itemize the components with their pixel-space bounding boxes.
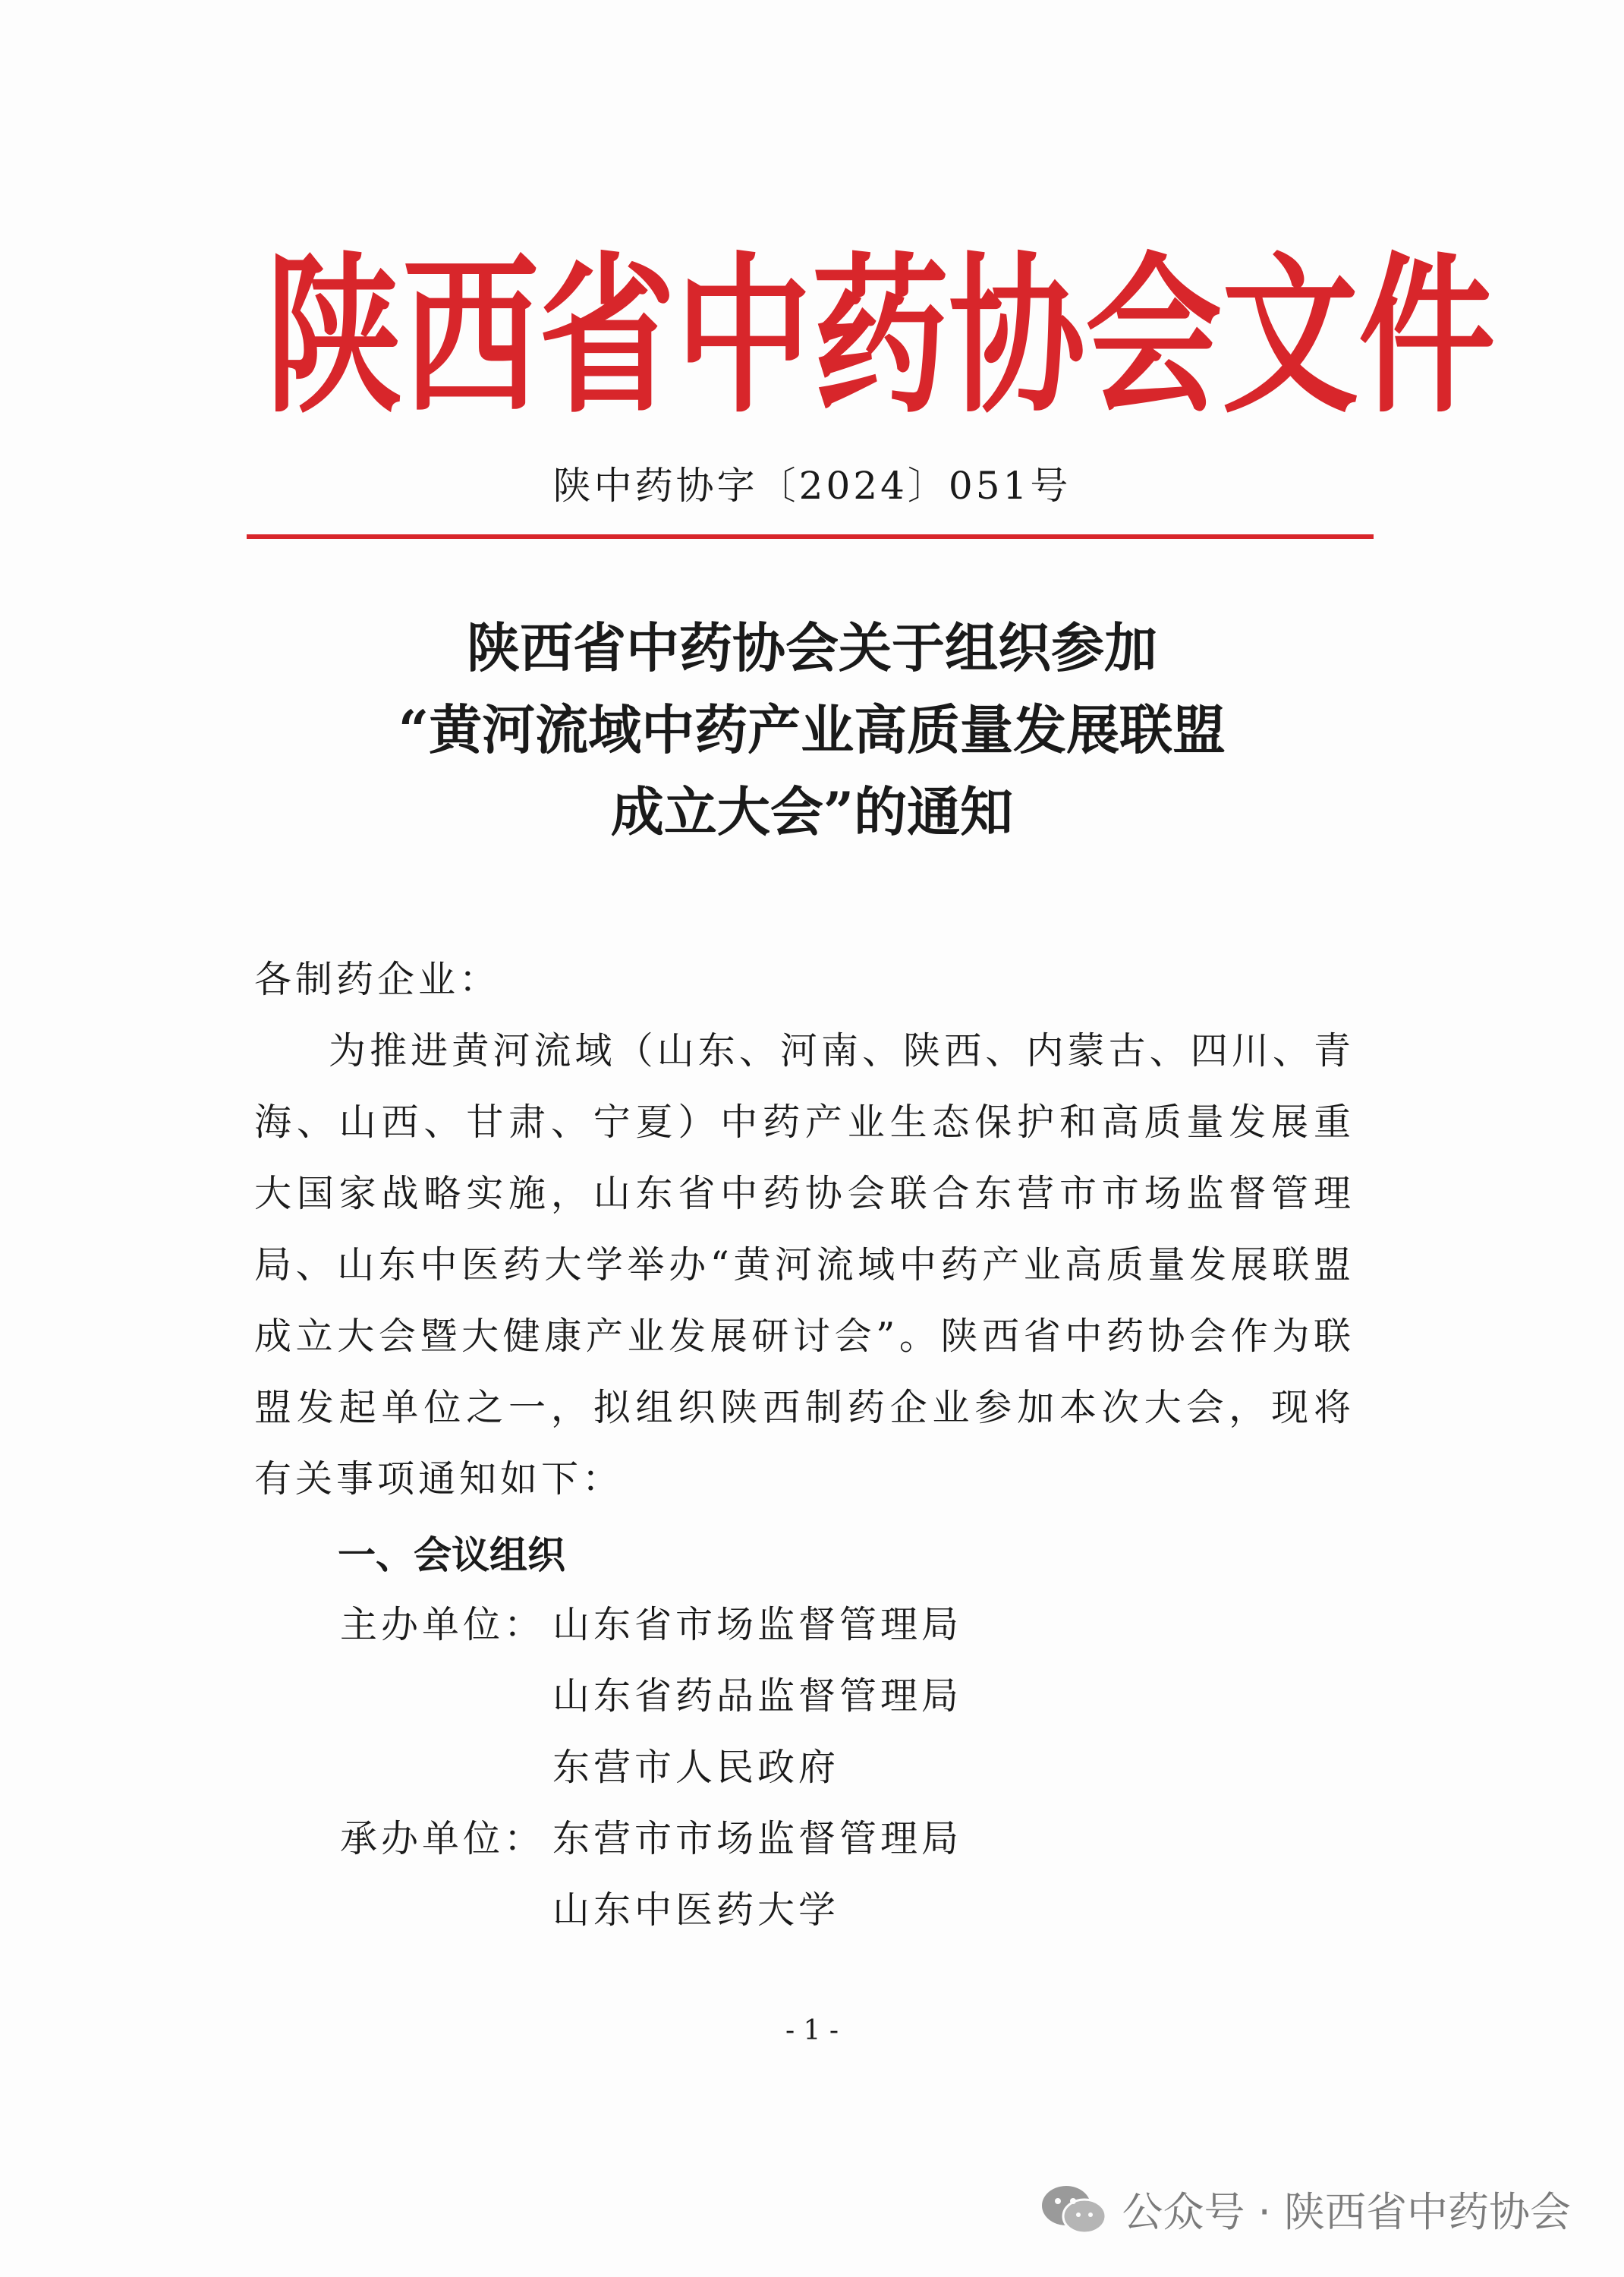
header-char: 件 — [1358, 238, 1496, 436]
notice-title — [0, 607, 1624, 853]
header-char: 陕 — [266, 238, 403, 436]
body-paragraph: 为推进黄河流域（山东、河南、陕西、内蒙古、四川、青海、山西、甘肃、宁夏）中药产业生态保护和高质量发展重大国家战略实施，山东省中药协会联合东营市市场监督管理局、山东中医药大学举办“黄河流域中药产业高质量发展联盟成立大会暨大健康产业发展研讨会”。陕西省中药协会作为联盟发起单位之一，拟组织陕西制药企业参加本次大会，现将有关事项通知如下： — [254, 1029, 1355, 1501]
notice-title-line: 陕西省中药协会关于组织参加 — [467, 616, 1157, 679]
notice-title-line: 成立大会”的通知 — [610, 780, 1014, 843]
host-item: 东营市人民政府 — [552, 1746, 840, 1789]
organizer-item: 东营市市场监督管理局 — [552, 1817, 963, 1860]
wechat-footer-watermark — [1039, 2180, 1572, 2238]
header-char: 药 — [812, 238, 949, 436]
organizers-label: 承办单位： — [340, 1817, 546, 1860]
document-number: 陕中药协字〔2024〕051号 — [552, 464, 1072, 508]
notice-title-line: “黄河流域中药产业高质量发展联盟 — [398, 698, 1226, 761]
hosts-label: 主办单位： — [340, 1603, 546, 1646]
organizer-item: 山东中医药大学 — [552, 1888, 840, 1932]
section-heading-meeting-organization: 一、会议组织 — [338, 1533, 565, 1577]
header-char: 省 — [539, 238, 676, 436]
header-char: 中 — [675, 238, 813, 436]
organizers-list — [552, 1803, 962, 1946]
page-number: - 1 - — [785, 2015, 839, 2046]
hosts-list — [552, 1589, 962, 1803]
wechat-icon — [1039, 2183, 1109, 2236]
footer-text: 公众号 · 陕西省中药协会 — [1122, 2188, 1571, 2236]
document-header-title — [266, 238, 1496, 436]
header-char: 协 — [949, 238, 1086, 436]
header-char: 文 — [1222, 238, 1359, 436]
host-item: 山东省市场监督管理局 — [552, 1603, 963, 1646]
salutation: 各制药企业： — [254, 958, 501, 1001]
header-char: 会 — [1085, 238, 1223, 436]
header-char: 西 — [402, 238, 540, 436]
notice-body — [254, 944, 1355, 1515]
header-divider — [247, 534, 1374, 539]
host-item: 山东省药品监督管理局 — [552, 1674, 963, 1718]
